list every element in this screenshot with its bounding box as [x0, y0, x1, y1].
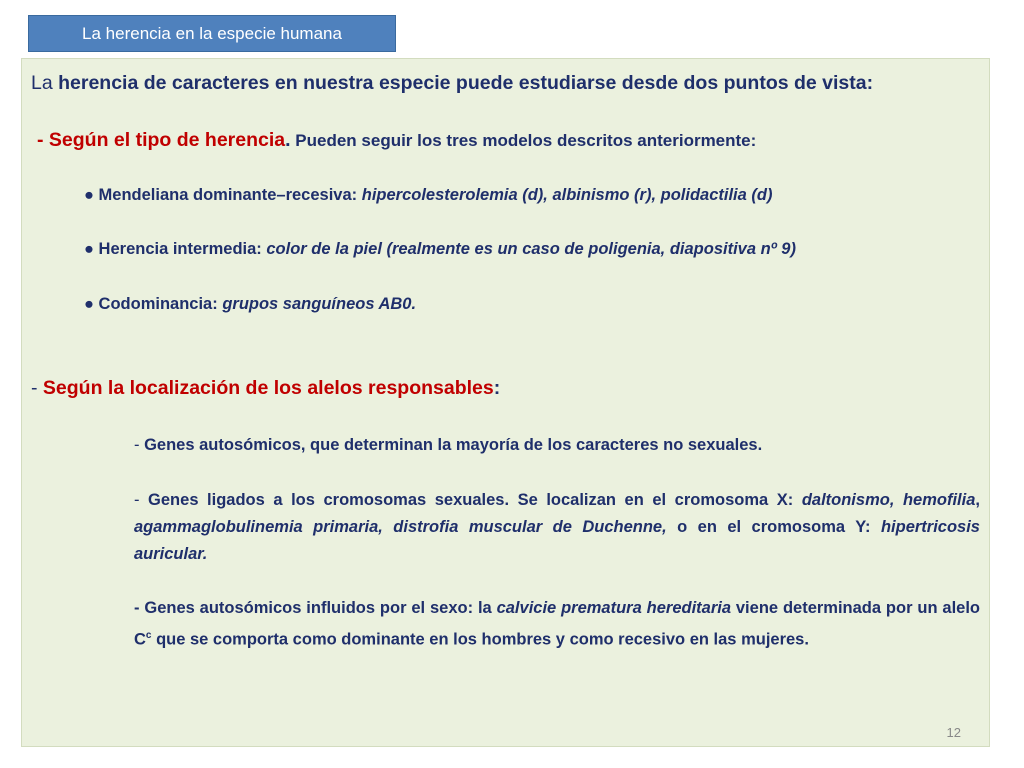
sex-linked-paragraph [134, 487, 980, 568]
sex-influenced-paragraph [134, 595, 980, 654]
slide-title: La herencia en la especie humana [82, 24, 342, 43]
x-linked-examples: daltonismo, hemofilia [801, 491, 976, 509]
intro-line [31, 72, 873, 95]
intro-main: herencia de caracteres en nuestra especie puede estudiarse desde dos puntos de vista: [58, 72, 874, 94]
bullet-item [84, 240, 796, 259]
section1-period: . [285, 129, 291, 151]
bullet-examples: color de la piel (realmente es un caso de poligenia, diapositiva nº 9) [266, 240, 796, 258]
section2-title: Según la localización de los alelos responsables [42, 377, 494, 399]
sex-influenced-text: - Genes autosómicos influidos por el sexo: la [134, 599, 497, 617]
page-number: 12 [946, 725, 961, 740]
content-box [21, 58, 990, 747]
section1-title: - Según el tipo de herencia [37, 129, 286, 151]
y-chromosome-text: o en el cromosoma Y: [666, 518, 881, 536]
bullet-label: Mendeliana dominante–recesiva: [93, 186, 362, 204]
bullet-item [84, 186, 772, 205]
sex-influenced-example: calvicie prematura hereditaria [496, 599, 732, 617]
section1-heading [37, 129, 756, 152]
autosomal-text: Genes autosómicos, que determinan la mayoría de los caracteres no sexuales. [144, 436, 763, 454]
section1-subtitle: Pueden seguir los tres modelos descritos anteriormente: [290, 131, 757, 150]
allele-superscript: c [145, 630, 152, 641]
x-linked-examples-2: agammaglobulinemia primaria, distrofia muscular de Duchenne, [134, 518, 667, 536]
dominance-text: que se comporta como dominante en los hombres y como recesivo en las mujeres. [151, 630, 809, 649]
comma-separator: , [975, 491, 980, 509]
bullet-dot-icon: ● [84, 295, 94, 313]
bullet-dot-icon: ● [84, 186, 94, 204]
allele-text: viene determinada por un alelo C [134, 599, 980, 649]
slide-title-tab [28, 15, 396, 52]
bullet-examples: hipercolesterolemia (d), albinismo (r), polidactilia (d) [361, 186, 773, 204]
sex-linked-text: Genes ligados a los cromosomas sexuales. Se localizan en el cromosoma X: [148, 491, 802, 509]
y-linked-examples: hipertricosis auricular. [134, 518, 980, 563]
paragraph-dash: - [134, 491, 149, 509]
section2-dash: - [31, 377, 43, 399]
bullet-item [84, 295, 416, 314]
section2-colon: : [493, 377, 501, 399]
bullet-label: Codominancia: [93, 295, 223, 313]
bullet-examples: grupos sanguíneos AB0. [222, 295, 417, 313]
intro-prefix: La [31, 72, 59, 94]
paragraph-dash: - [134, 436, 145, 454]
bullet-dot-icon: ● [84, 240, 94, 258]
autosomal-paragraph [134, 432, 980, 459]
bullet-label: Herencia intermedia: [93, 240, 267, 258]
section2-heading [31, 377, 500, 400]
